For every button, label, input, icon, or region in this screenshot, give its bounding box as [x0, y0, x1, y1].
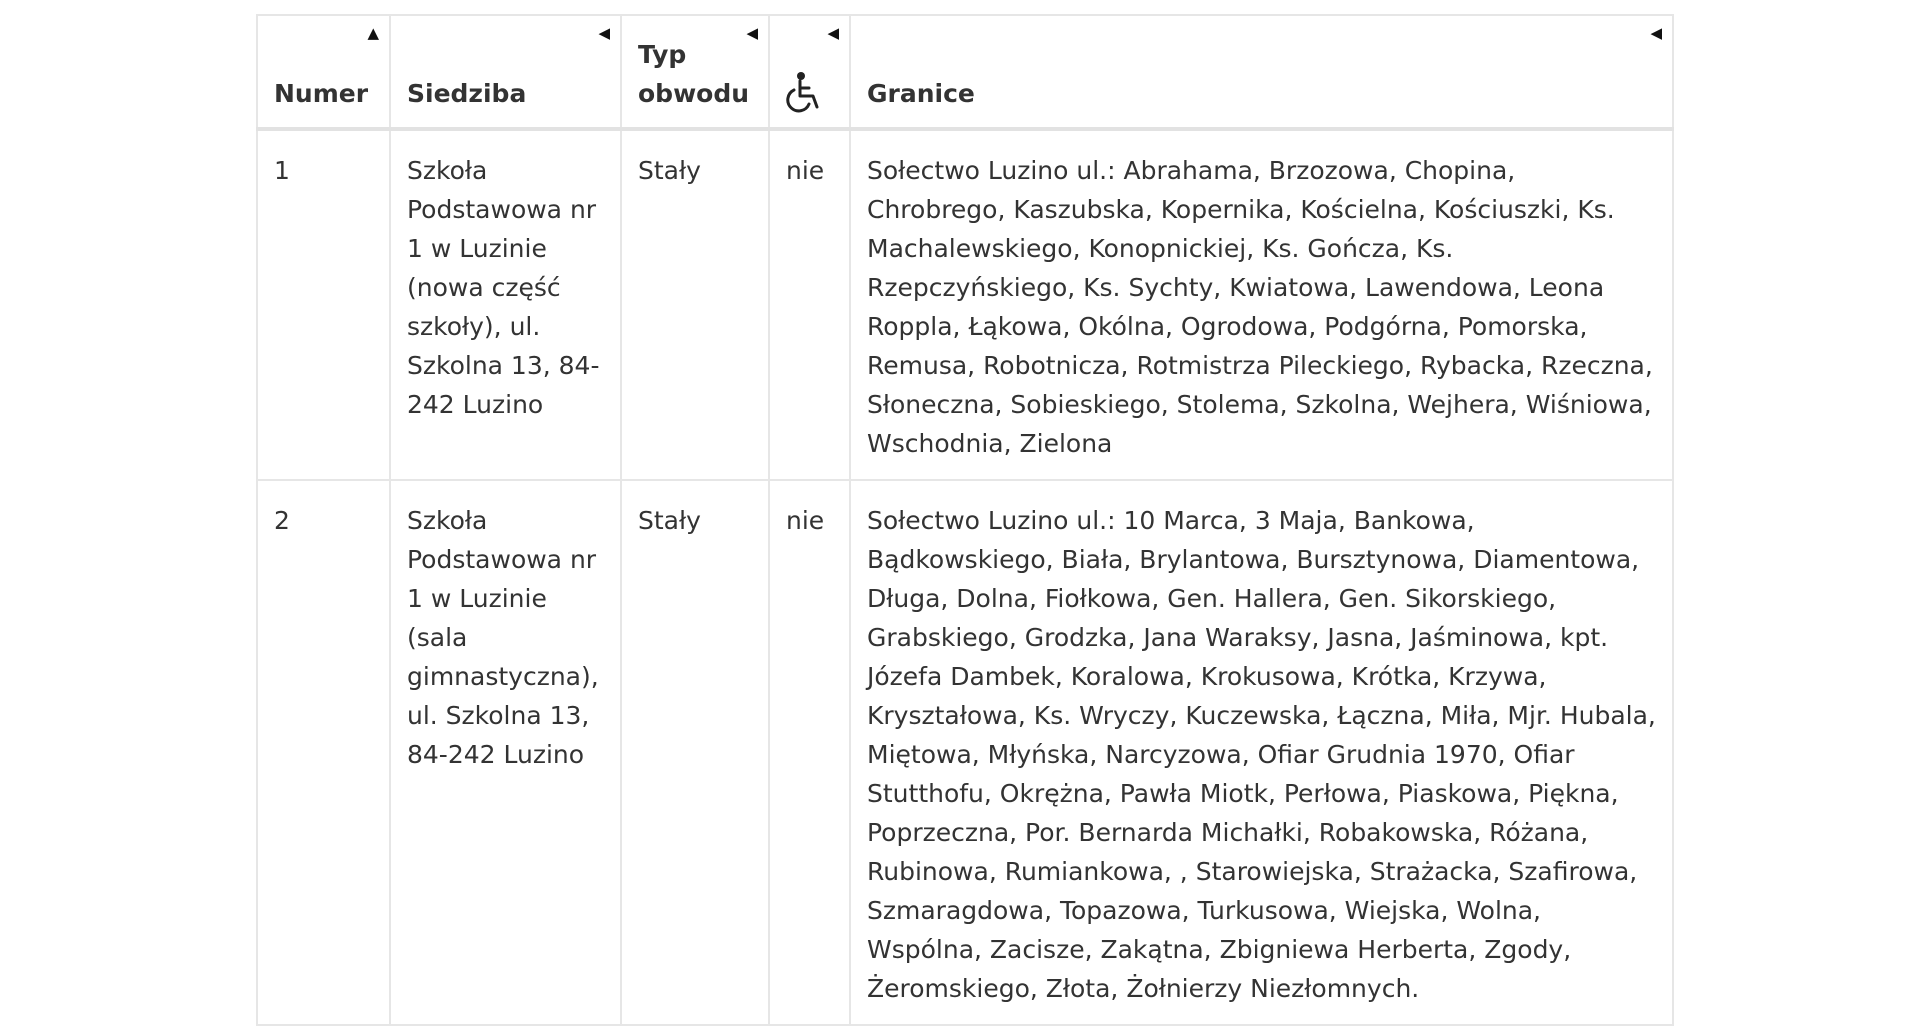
column-header-label: Typ obwodu	[638, 40, 750, 108]
column-header-siedziba[interactable]	[390, 15, 621, 129]
column-header-accessibility[interactable]	[769, 15, 850, 129]
cell-typ-obwodu	[621, 129, 769, 480]
cell-text: Szkoła Podstawowa nr 1 w Luzinie (sala gimnastyczna), ul. Szkolna 13, 84-242 Luzino	[407, 506, 599, 769]
sort-unsorted-icon[interactable]: ◀	[598, 24, 610, 42]
cell-accessibility	[769, 480, 850, 1025]
cell-text: nie	[786, 156, 825, 185]
sort-unsorted-icon[interactable]: ◀	[1650, 24, 1662, 42]
column-header-label: Siedziba	[407, 79, 527, 108]
sort-unsorted-icon[interactable]: ◀	[746, 24, 758, 42]
cell-text: Stały	[638, 156, 701, 185]
cell-text: 2	[274, 506, 290, 535]
cell-typ-obwodu	[621, 480, 769, 1025]
column-header-label: Granice	[867, 79, 975, 108]
cell-text: Sołectwo Luzino ul.: 10 Marca, 3 Maja, Bankowa, Bądkowskiego, Biała, Brylantowa, Bursztynowa, Diamentowa, Długa, Dolna, Fiołkowa, Gen. Hallera, Gen. Sikorskiego, Grabskiego, Grodzka, Jana Waraksy, Jasna, Jaśminowa, kpt. Józefa Dambek, Koralowa, Krokusowa, Krótka, Krzywa, Kryształowa, Ks. Wryczy, Kuczewska, Łączna, Miła, Mjr. Hubala, Miętowa, Młyńska, Narcyzowa, Ofiar Grudnia 1970, Ofiar Stutthofu, Okrężna, Pawła Miotk, Perłowa, Piaskowa, Piękna, Poprzeczna, Por. Bernarda Michałki, Robakowska, Różana, Rubinowa, Rumiankowa, , Starowiejska, Strażacka, Szafirowa, Szmaragdowa, Topazowa, Turkusowa, Wiejska, Wolna, Wspólna, Zacisze, Zakątna, Zbigniewa Herberta, Zgody, Żeromskiego, Złota, Żołnierzy Niezłomnych.	[867, 506, 1656, 1003]
cell-text: nie	[786, 506, 825, 535]
cell-text: Stały	[638, 506, 701, 535]
cell-siedziba	[390, 480, 621, 1025]
polling-districts-table	[256, 14, 1674, 1026]
sort-unsorted-icon[interactable]: ◀	[827, 24, 839, 42]
wheelchair-icon	[770, 71, 849, 127]
cell-numer	[257, 129, 390, 480]
polling-districts-table-container	[256, 14, 1672, 1026]
cell-siedziba	[390, 129, 621, 480]
column-header-numer[interactable]	[257, 15, 390, 129]
table-header-row	[257, 15, 1673, 129]
table-row	[257, 480, 1673, 1025]
column-header-typ-obwodu[interactable]	[621, 15, 769, 129]
column-header-granice[interactable]	[850, 15, 1673, 129]
cell-accessibility	[769, 129, 850, 480]
cell-granice	[850, 129, 1673, 480]
table-row	[257, 129, 1673, 480]
cell-text: 1	[274, 156, 290, 185]
sort-ascending-icon[interactable]: ▲	[367, 24, 379, 42]
cell-text: Szkoła Podstawowa nr 1 w Luzinie (nowa część szkoły), ul. Szkolna 13, 84-242 Luzino	[407, 156, 600, 419]
cell-text: Sołectwo Luzino ul.: Abrahama, Brzozowa, Chopina, Chrobrego, Kaszubska, Kopernika, Kościelna, Kościuszki, Ks. Machalewskiego, Konopnickiej, Ks. Gończa, Ks. Rzepczyńskiego, Ks. Sychty, Kwiatowa, Lawendowa, Leona Roppla, Łąkowa, Okólna, Ogrodowa, Podgórna, Pomorska, Remusa, Robotnicza, Rotmistrza Pileckiego, Rybacka, Rzeczna, Słoneczna, Sobieskiego, Stolema, Szkolna, Wejhera, Wiśniowa, Wschodnia, Zielona	[867, 156, 1653, 458]
column-header-label: Numer	[274, 79, 369, 108]
cell-granice	[850, 480, 1673, 1025]
cell-numer	[257, 480, 390, 1025]
